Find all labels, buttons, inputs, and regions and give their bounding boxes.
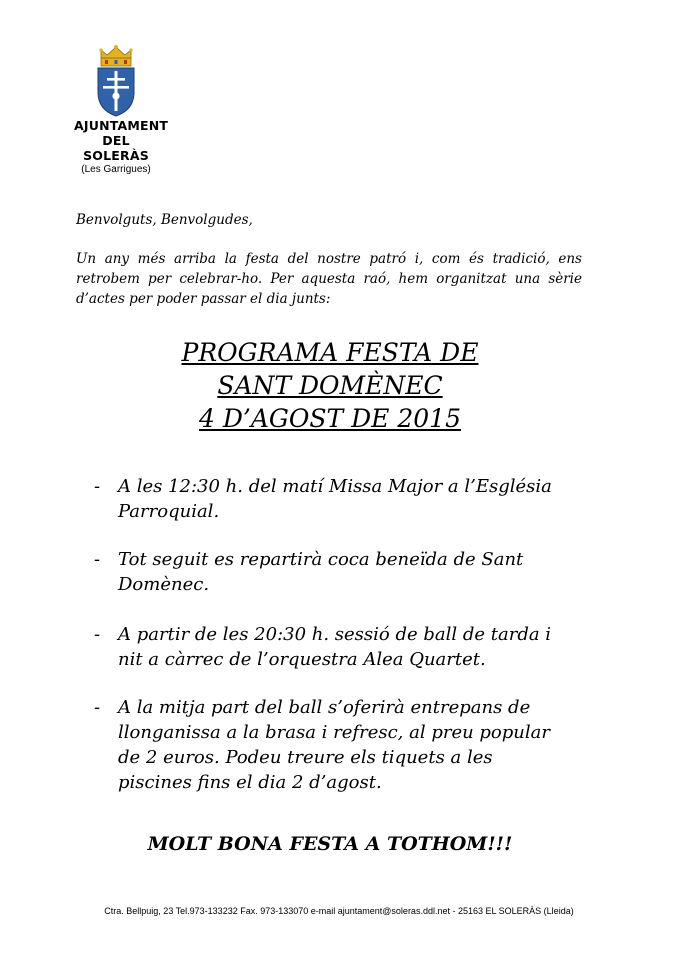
bullet-dash: - [94,697,101,718]
footer-contact: Ctra. Bellpuig, 23 Tel.973-133232 Fax. 973-133070 e-mail ajuntament@soleras.ddl.net - 25163 EL SOLERÀS (Lleida) [104,906,574,916]
bullet-dash: - [94,476,101,497]
program-item-text: A les 12:30 h. del matí Missa Major a l’Església Parroquial. [118,476,552,522]
org-region: (Les Garrigues) [81,164,151,175]
org-name-line1: AJUNTAMENT [74,118,169,133]
program-item [94,622,564,672]
program-title-line3: 4 D’AGOST DE 2015 [199,404,461,433]
program-title [120,336,540,435]
coat-of-arms-icon [94,44,138,118]
program-title-line2: SANT DOMÈNEC [217,371,443,400]
program-title-line1: PROGRAMA FESTA DE [181,338,479,367]
program-item [94,547,564,597]
program-item [94,695,564,795]
program-item-text: A partir de les 20:30 h. sessió de ball de tarda i nit a càrrec de l’orquestra Alea Quartet. [118,624,552,670]
municipal-logo [74,44,169,175]
intro-paragraph: Un any més arriba la festa del nostre patró i, com és tradició, ens retrobem per celebrar-ho. Per aquesta raó, hem organitzat una sèrie d’actes per poder passar el dia junts: [76,251,582,307]
org-name-line2: DEL SOLERÀS [83,133,149,163]
bullet-dash: - [94,549,101,570]
closing-message: MOLT BONA FESTA A TOTHOM!!! [147,833,513,855]
program-item [94,474,564,524]
greeting: Benvolguts, Benvolgudes, [76,212,253,228]
bullet-dash: - [94,624,101,645]
program-item-text: A la mitja part del ball s’oferirà entrepans de llonganissa a la brasa i refresc, al preu popular de 2 euros. Podeu treure els tiquets a les piscines fins el dia 2 d’agost. [118,697,550,793]
crown-icon [99,45,132,66]
program-item-text: Tot seguit es repartirà coca beneïda de Sant Domènec. [118,549,524,595]
